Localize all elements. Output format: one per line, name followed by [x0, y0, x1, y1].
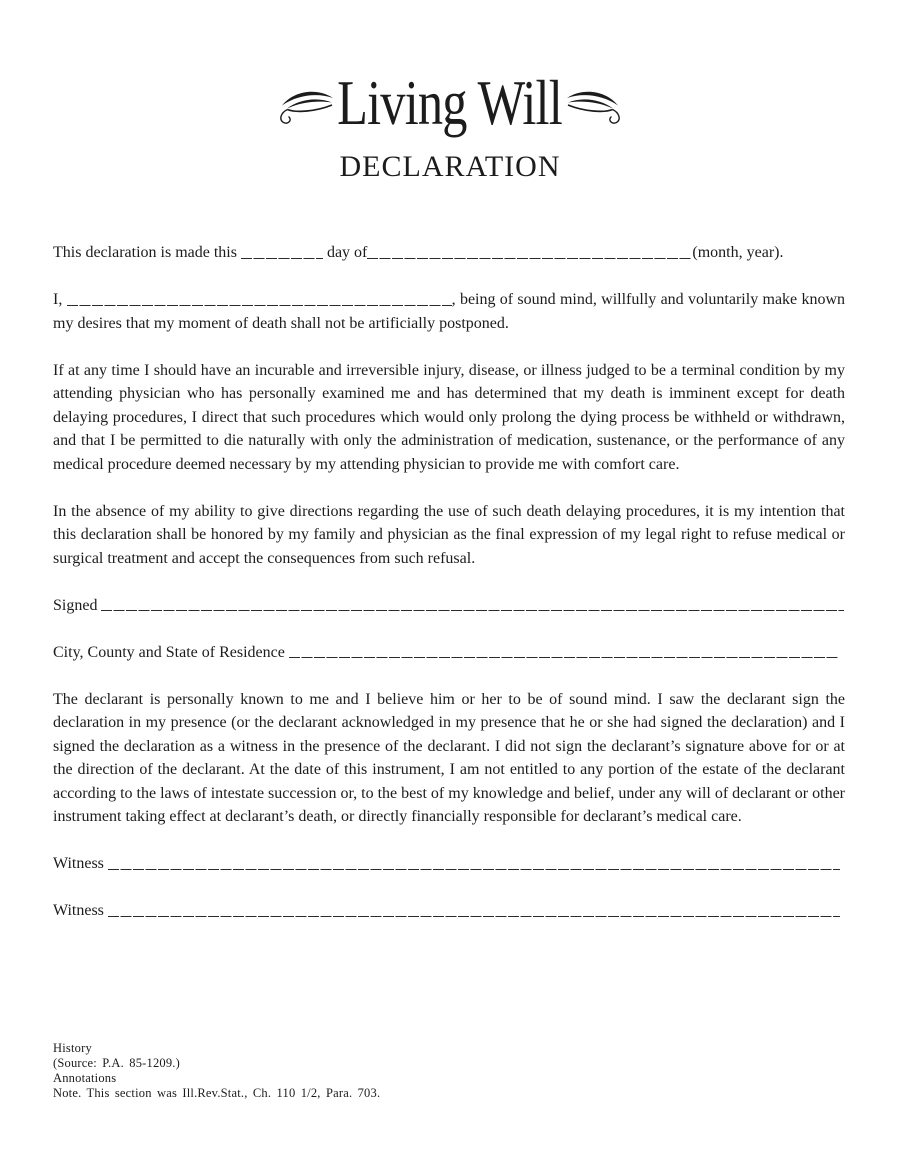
fill-in-blank	[289, 647, 839, 659]
fill-in-blank	[241, 247, 323, 259]
signed-line: Signed	[53, 594, 845, 618]
fill-in-blank	[67, 294, 452, 306]
witness-line-2: Witness	[53, 899, 845, 923]
footer-history-label: History	[53, 1040, 92, 1055]
fill-in-blank	[108, 858, 840, 870]
document-footer	[53, 1041, 845, 1101]
page-title: Living Will	[337, 68, 563, 138]
flourish-right-icon	[565, 86, 621, 126]
fill-in-blank	[367, 247, 692, 259]
fill-in-blank	[108, 905, 840, 917]
footer-note-citation: Note. This section was Ill.Rev.Stat., Ch. 110 1/2, Para. 703.	[53, 1085, 381, 1100]
flourish-left-icon	[279, 86, 335, 126]
title-block	[0, 0, 900, 138]
footer-source-citation: (Source: P.A. 85-1209.)	[53, 1055, 180, 1070]
intention-clause: In the absence of my ability to give directions regarding the use of such death delaying procedures, it is my intention that this declaration shall be honored by my family and physician as the final expression of my legal right to refuse medical or surgical treatment and accept the consequences from such refusal.	[53, 502, 845, 567]
residence-line: City, County and State of Residence	[53, 641, 845, 665]
witness-line-1: Witness	[53, 852, 845, 876]
fill-in-blank	[101, 600, 844, 612]
declarant-statement: I, , being of sound mind, willfully and voluntarily make known my desires that my moment of death shall not be artificially postponed.	[53, 291, 845, 332]
document-body	[53, 241, 845, 923]
witness-attestation: The declarant is personally known to me and I believe him or her to be of sound mind. I saw the declarant sign the declaration in my presence (or the declarant acknowledged in my presence that he or she had signed the declaration) and I signed the declaration as a witness in the presence of the declarant. I did not sign the declarant’s signature above for or at the direction of the declarant. At the date of this instrument, I am not entitled to any portion of the estate of the declarant according to the laws of intestate succession or, to the best of my knowledge and belief, under any will of declarant or other instrument taking effect at declarant’s death, or directly financially responsible for declarant’s medical care.	[53, 690, 845, 825]
date-line: This declaration is made this day of (month, year).	[53, 244, 784, 261]
page-subtitle: DECLARATION	[339, 150, 561, 183]
footer-annotations-label: Annotations	[53, 1070, 117, 1085]
terminal-condition-clause: If at any time I should have an incurable and irreversible injury, disease, or illness judged to be a terminal condition by my attending physician who has personally examined me and has determined that my death is imminent except for death delaying procedures, I direct that such procedures which would only prolong the dying process be withheld or withdrawn, and that I be permitted to die naturally with only the administration of medication, sustenance, or the performance of any medical procedure deemed necessary by my attending physician to provide me with comfort care.	[53, 361, 845, 473]
